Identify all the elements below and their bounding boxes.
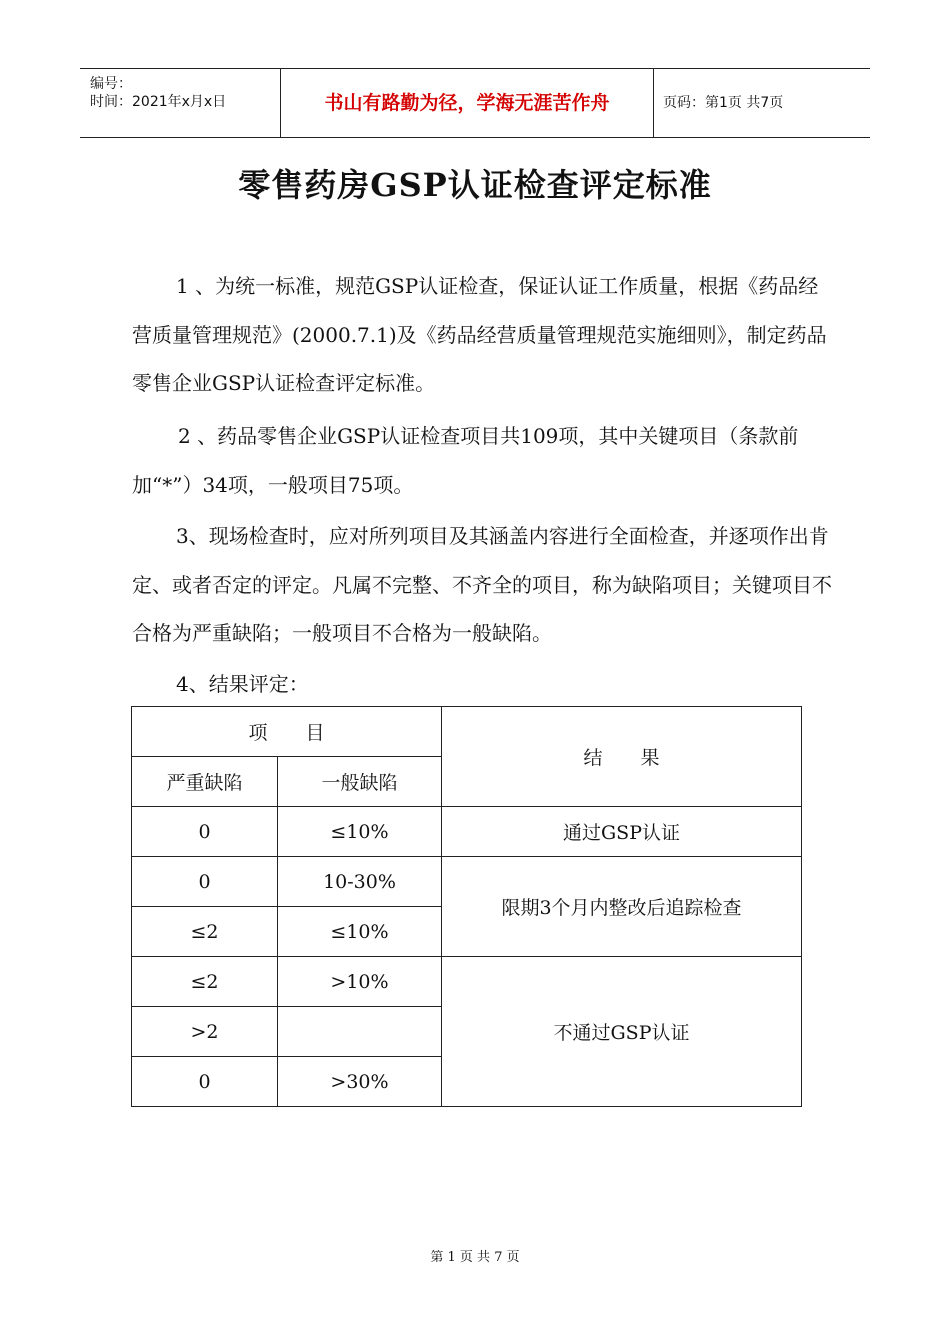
general-cell: >30% (278, 1057, 442, 1107)
table-row (132, 857, 802, 907)
result-cell: 通过GSP认证 (442, 807, 802, 857)
header-page-info: 页码：第1页 共7页 (663, 95, 784, 111)
time-label: 时间：2021年x月x日 (90, 94, 227, 110)
serious-cell: ≤2 (132, 907, 278, 957)
general-cell: ≤10% (278, 807, 442, 857)
header-item-cell: 项 目 (132, 707, 442, 757)
page-footer: 第 1 页 共 7 页 (430, 1250, 520, 1265)
paragraph-1: 1 、为统一标准，规范GSP认证检查，保证认证工作质量，根据《药品经营质量管理规范》(2000.7.1)及《药品经营质量管理规范实施细则》，制定药品零售企业GSP认证检查评定标准。 (132, 274, 827, 395)
table-header-row (132, 707, 802, 757)
general-cell: >10% (278, 957, 442, 1007)
header-meta (80, 69, 281, 137)
serious-cell: >2 (132, 1007, 278, 1057)
page-header (80, 68, 870, 138)
col-serious-header: 严重缺陷 (132, 757, 278, 807)
col-general-header: 一般缺陷 (278, 757, 442, 807)
header-motto: 书山有路勤为径，学海无涯苦作舟 (281, 69, 654, 137)
result-cell: 不通过GSP认证 (442, 957, 802, 1107)
serious-cell: 0 (132, 807, 278, 857)
general-cell (278, 1007, 442, 1057)
general-cell: ≤10% (278, 907, 442, 957)
paragraph-4: 4、结果评定： (176, 672, 309, 696)
number-label: 编号： (90, 76, 132, 92)
general-cell: 10-30% (278, 857, 442, 907)
serious-cell: 0 (132, 857, 278, 907)
header-result-cell: 结 果 (442, 707, 802, 807)
result-cell: 限期3个月内整改后追踪检查 (442, 857, 802, 957)
serious-cell: 0 (132, 1057, 278, 1107)
result-table (131, 706, 802, 1107)
serious-cell: ≤2 (132, 957, 278, 1007)
paragraph-3: 3、现场检查时，应对所列项目及其涵盖内容进行全面检查，并逐项作出肯定、或者否定的评定。凡属不完整、不齐全的项目，称为缺陷项目；关键项目不合格为严重缺陷；一般项目不合格为一般缺陷。 (132, 524, 832, 645)
paragraph-2: 2 、药品零售企业GSP认证检查项目共109项，其中关键项目（条款前加“*”）34项，一般项目75项。 (132, 424, 799, 497)
table-row (132, 957, 802, 1007)
document-title: 零售药房GSP认证检查评定标准 (238, 166, 712, 204)
table-row (132, 807, 802, 857)
